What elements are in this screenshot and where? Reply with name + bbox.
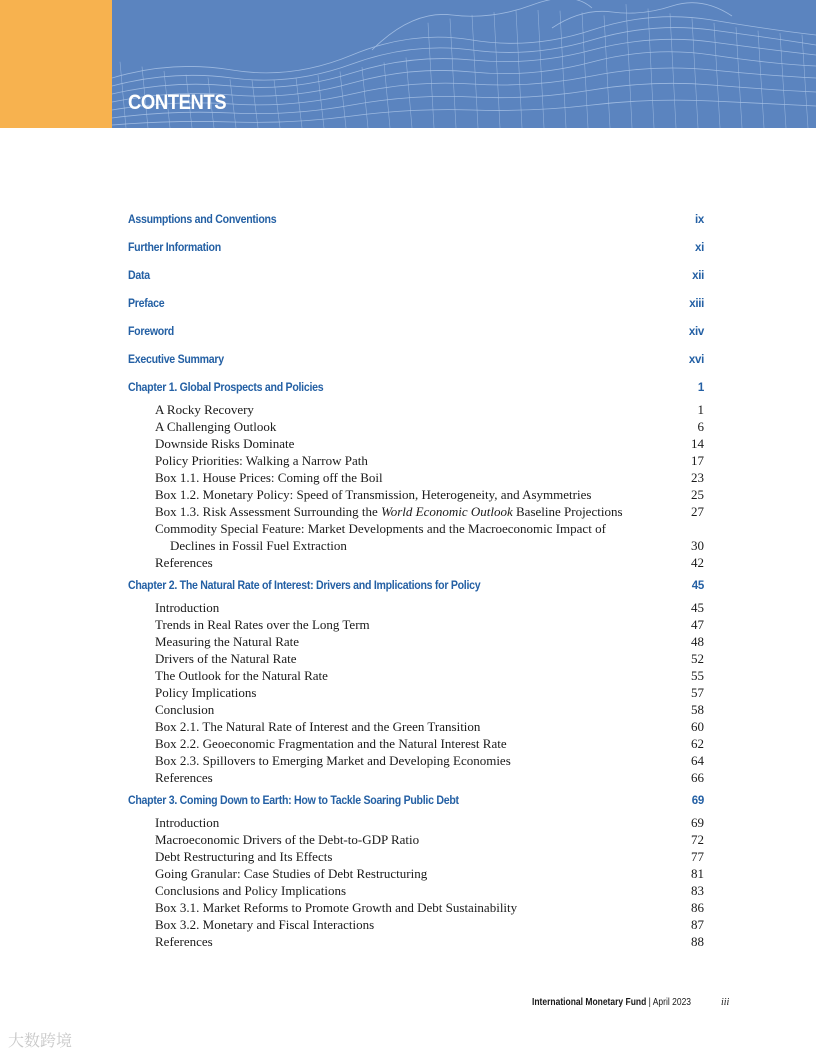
toc-page-number: 17 xyxy=(691,453,704,468)
toc-page-number: xii xyxy=(692,270,704,282)
mesh-line xyxy=(362,67,368,128)
toc-entry-title: Foreword xyxy=(128,326,174,338)
toc-entry-title: Box 2.1. The Natural Rate of Interest and the Green Transition xyxy=(155,719,481,734)
title-line: Commodity Special Feature: Market Developments and the Macroeconomic Impact of xyxy=(155,521,606,536)
toc-entry-title: Conclusion xyxy=(155,702,215,717)
toc-page-number: 83 xyxy=(691,883,704,898)
toc-page-number: 62 xyxy=(691,736,704,751)
mesh-line xyxy=(318,75,324,128)
toc-page-number: 47 xyxy=(691,617,704,632)
toc-sub-entry[interactable] xyxy=(128,486,704,503)
page-number: iii xyxy=(721,997,730,1008)
toc-page-number: 69 xyxy=(691,795,704,807)
toc-page-number: 58 xyxy=(691,702,704,717)
toc-page-number: 81 xyxy=(691,866,704,881)
toc-entry-title: A Challenging Outlook xyxy=(155,419,277,434)
toc-entry-title: Chapter 2. The Natural Rate of Interest: Drivers and Implications for Policy xyxy=(128,580,481,592)
toc-entry-title: Conclusions and Policy Implications xyxy=(155,883,347,898)
toc-page-number: xvi xyxy=(688,354,704,366)
toc-entry-title: Assumptions and Conventions xyxy=(128,214,277,226)
mesh-line xyxy=(428,23,434,128)
mesh-line xyxy=(538,10,544,128)
toc-sub-entry[interactable] xyxy=(128,882,704,899)
footer-date: April 2023 xyxy=(652,997,692,1008)
toc-entry-title: Box 3.2. Monetary and Fiscal Interactions xyxy=(155,917,375,932)
title-part: Box 1.3. Risk Assessment Surrounding the xyxy=(155,504,382,519)
toc-sub-entry[interactable] xyxy=(128,769,704,786)
toc-entry-title: Debt Restructuring and Its Effects xyxy=(155,849,333,864)
toc-sub-entry[interactable] xyxy=(128,554,704,571)
toc-page-number: 6 xyxy=(697,419,704,434)
toc-entry-title: Box 3.1. Market Reforms to Promote Growth and Debt Sustainability xyxy=(155,900,518,915)
toc-page-number: xiii xyxy=(689,298,704,310)
toc-entry-title: Policy Implications xyxy=(155,685,257,700)
toc-page-number: 42 xyxy=(691,555,704,570)
toc-page-number: 87 xyxy=(691,917,704,932)
toc-entry-title: Introduction xyxy=(155,815,220,830)
mesh-line xyxy=(582,13,588,128)
toc-sub-entry[interactable] xyxy=(128,848,704,865)
toc-entry-title: Data xyxy=(128,270,150,282)
toc-sub-entry[interactable] xyxy=(128,452,704,469)
toc-page-number: 45 xyxy=(691,600,704,615)
toc-sub-entry[interactable] xyxy=(128,418,704,435)
toc-main-entry[interactable] xyxy=(128,351,704,379)
toc-main-entry[interactable] xyxy=(128,239,704,267)
toc-entry-title: Drivers of the Natural Rate xyxy=(155,651,297,666)
toc-sub-entry[interactable] xyxy=(128,831,704,848)
toc-entry-title xyxy=(155,503,623,520)
watermark: 大数跨境 xyxy=(8,1031,73,1050)
mesh-line xyxy=(472,15,478,128)
toc-sub-entry[interactable] xyxy=(128,814,704,831)
mesh-line xyxy=(120,62,126,128)
mesh-line xyxy=(758,31,764,128)
toc-entry-title: Downside Risks Dominate xyxy=(155,436,295,451)
toc-entry-title: Box 1.2. Monetary Policy: Speed of Transmission, Heterogeneity, and Asymmetries xyxy=(155,487,592,502)
toc-entry-title: Going Granular: Case Studies of Debt Restructuring xyxy=(155,866,428,881)
title-italic: World Economic Outlook xyxy=(381,504,513,519)
footer-separator: | xyxy=(646,997,653,1008)
toc-sub-entry[interactable] xyxy=(128,701,704,718)
toc-sub-entry[interactable] xyxy=(128,933,704,950)
toc-entry-title: Preface xyxy=(128,298,165,310)
mesh-line xyxy=(450,18,456,128)
mesh-line xyxy=(406,58,412,128)
page-title: CONTENTS xyxy=(128,91,227,114)
toc-page-number: 64 xyxy=(691,753,704,768)
toc-sub-entry[interactable] xyxy=(128,435,704,452)
toc-entry-title: Executive Summary xyxy=(128,354,224,366)
toc-page-number: 1 xyxy=(697,402,704,417)
toc-sub-entry[interactable] xyxy=(128,503,704,520)
toc-page-number: ix xyxy=(695,214,704,226)
toc-entry-title: A Rocky Recovery xyxy=(155,402,254,417)
toc-page-number: 30 xyxy=(691,538,704,553)
toc-sub-entry[interactable] xyxy=(128,633,704,650)
toc-sub-entry[interactable] xyxy=(128,667,704,684)
toc-page-number: 48 xyxy=(691,634,704,649)
toc-page-number: 72 xyxy=(691,832,704,847)
orange-block xyxy=(0,0,112,128)
toc-sub-entry[interactable] xyxy=(128,650,704,667)
mesh-line xyxy=(780,33,786,128)
toc-entry-title: Chapter 3. Coming Down to Earth: How to Tackle Soaring Public Debt xyxy=(128,795,459,807)
footer-publisher: International Monetary Fund xyxy=(532,997,647,1008)
toc-entry-title: Trends in Real Rates over the Long Term xyxy=(155,617,370,632)
toc-entry-title: Box 2.3. Spillovers to Emerging Market and Developing Economies xyxy=(155,753,511,768)
toc-page-number: 14 xyxy=(691,436,704,451)
toc-entry-title: Measuring the Natural Rate xyxy=(155,634,300,649)
toc-sub-entry[interactable] xyxy=(128,735,704,752)
toc-page-number: 60 xyxy=(691,719,704,734)
toc-page-number: 1 xyxy=(697,382,704,394)
toc-entry-title: References xyxy=(155,934,213,949)
toc-sub-entry[interactable] xyxy=(128,916,704,933)
toc-page-number: 66 xyxy=(691,770,704,785)
toc-entry-title: The Outlook for the Natural Rate xyxy=(155,668,328,683)
toc-page-number: 69 xyxy=(691,815,704,830)
toc-entry-title: Macroeconomic Drivers of the Debt-to-GDP Ratio xyxy=(155,832,420,847)
toc-page-number: 27 xyxy=(691,504,704,519)
toc-sub-entry[interactable] xyxy=(128,520,704,554)
toc-main-entry[interactable] xyxy=(128,211,704,239)
toc-entry-title: Chapter 1. Global Prospects and Policies xyxy=(128,382,324,394)
page-footer xyxy=(532,997,691,1008)
toc-page-number: 45 xyxy=(691,580,704,592)
toc-sub-entry[interactable] xyxy=(128,718,704,735)
toc-entry-title: Introduction xyxy=(155,600,220,615)
mesh-line xyxy=(692,18,698,128)
toc-entry-title: Policy Priorities: Walking a Narrow Path xyxy=(155,453,368,468)
toc-entry-title xyxy=(155,520,606,554)
mesh-line xyxy=(340,71,346,128)
toc-page-number: 52 xyxy=(691,651,704,666)
mesh-line xyxy=(604,15,610,128)
toc-page-number: 23 xyxy=(691,470,704,485)
mesh-line xyxy=(802,35,808,128)
title-continuation: Declines in Fossil Fuel Extraction xyxy=(170,538,347,553)
toc-sub-entry[interactable] xyxy=(128,899,704,916)
toc-page-number: 57 xyxy=(691,685,704,700)
toc-sub-entry[interactable] xyxy=(128,616,704,633)
section-gap xyxy=(128,950,704,956)
toc-page-number: 55 xyxy=(691,668,704,683)
toc-entry-title: Box 2.2. Geoeconomic Fragmentation and the Natural Interest Rate xyxy=(155,736,507,751)
toc-main-entry[interactable] xyxy=(128,295,704,323)
mesh-line xyxy=(714,23,720,128)
toc-page-number: 88 xyxy=(691,934,704,949)
mesh-line xyxy=(560,11,566,128)
toc-sub-entry[interactable] xyxy=(128,684,704,701)
toc-entry-title: Box 1.1. House Prices: Coming off the Boil xyxy=(155,470,383,485)
toc-page-number: xi xyxy=(695,242,704,254)
toc-main-entry[interactable] xyxy=(128,267,704,295)
title-part: Baseline Projections xyxy=(512,504,623,519)
toc-sub-entry[interactable] xyxy=(128,752,704,769)
toc-sub-entry[interactable] xyxy=(128,599,704,616)
toc-entry-title: References xyxy=(155,770,213,785)
toc-page-number: 25 xyxy=(691,487,704,502)
toc-sub-entry[interactable] xyxy=(128,469,704,486)
toc-entry-title: References xyxy=(155,555,213,570)
mesh-line xyxy=(670,13,676,128)
mesh-line xyxy=(736,27,742,128)
toc-page-number: 77 xyxy=(691,849,704,864)
mesh-line xyxy=(384,62,390,128)
toc-page-number: 86 xyxy=(691,900,704,915)
toc-sub-entry[interactable] xyxy=(128,401,704,418)
toc-page-number: xiv xyxy=(688,326,704,338)
table-of-contents xyxy=(128,211,704,956)
header-banner xyxy=(0,0,816,128)
toc-main-entry[interactable] xyxy=(128,323,704,351)
toc-entry-title: Further Information xyxy=(128,242,221,254)
mesh-line xyxy=(626,4,632,128)
toc-sub-entry[interactable] xyxy=(128,865,704,882)
